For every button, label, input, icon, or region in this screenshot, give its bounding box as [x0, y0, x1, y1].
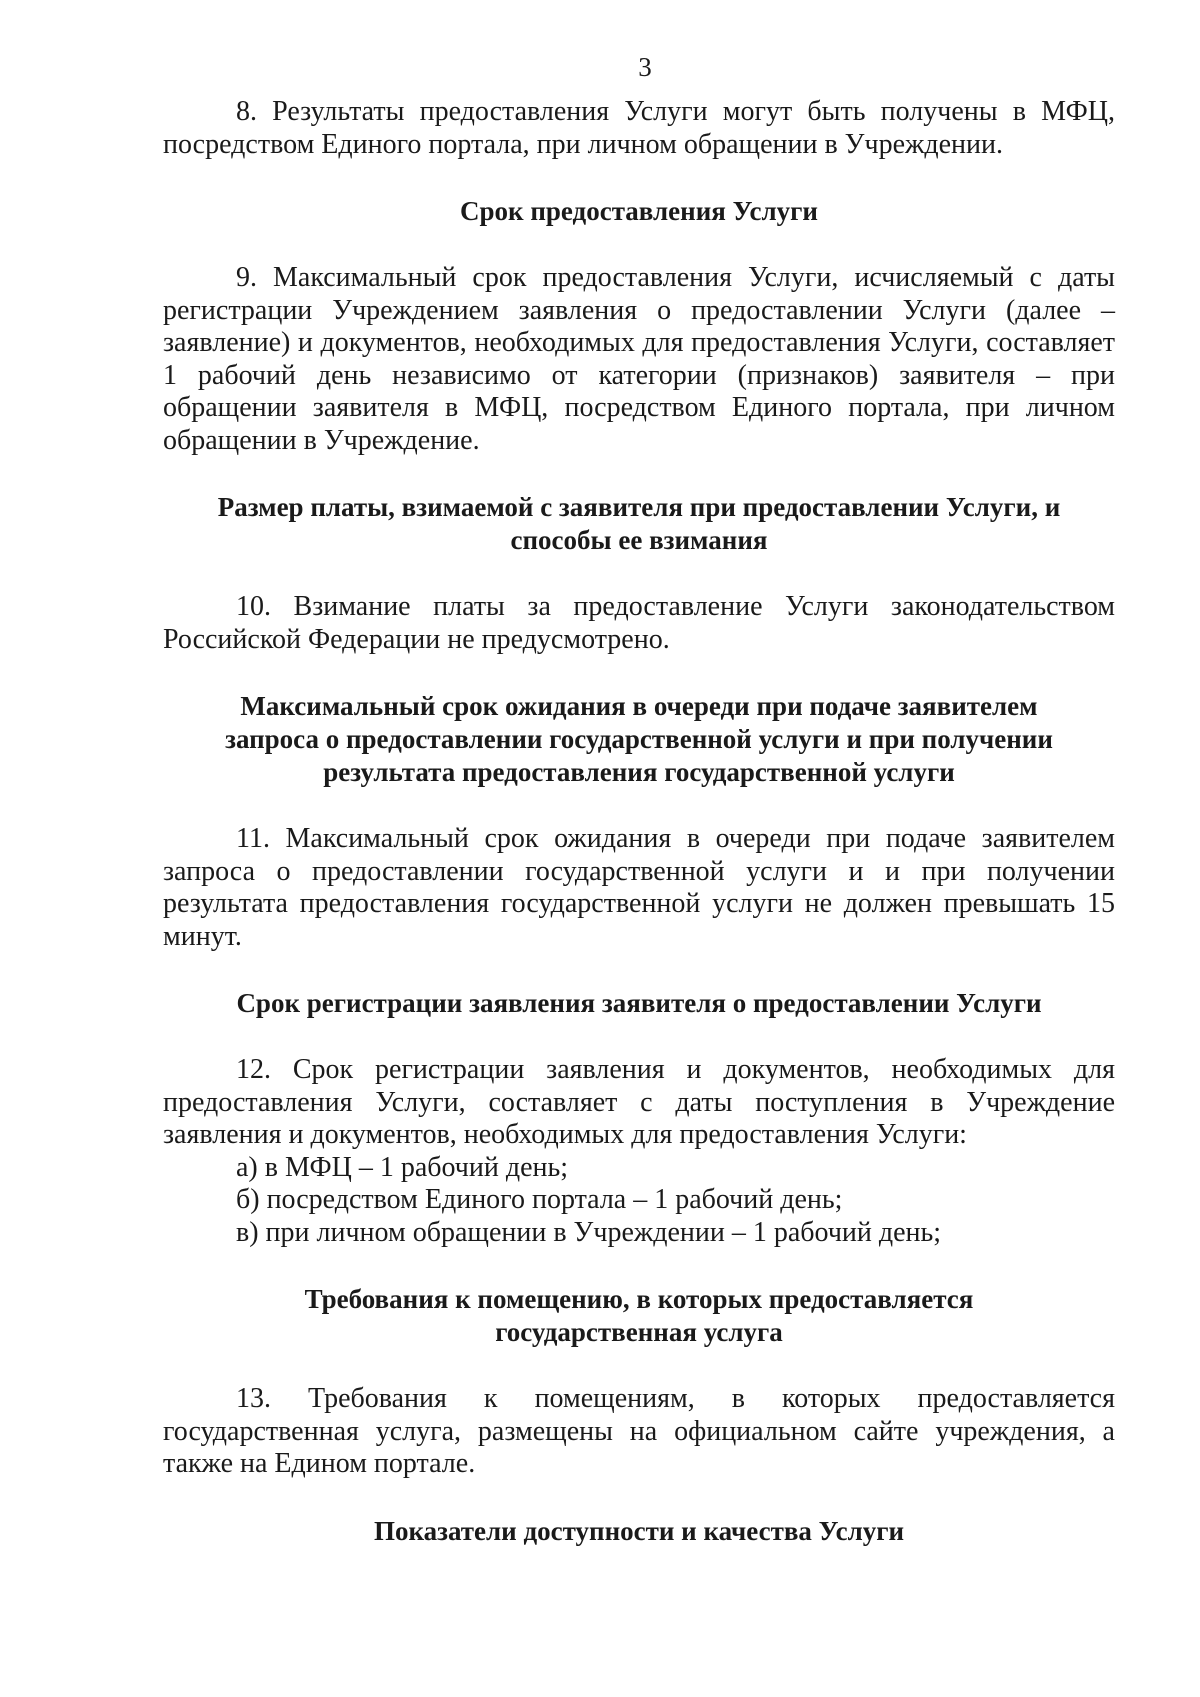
heading-queue-line-1: Максимальный срок ожидания в очереди при подаче заявителем: [240, 691, 1038, 721]
heading-registration: Срок регистрации заявления заявителя о предоставлении Услуги: [236, 988, 1042, 1018]
heading-premises: [163, 1283, 1115, 1349]
paragraph-12: 12. Срок регистрации заявления и документов, необходимых для предоставления Услуги, составляет с даты поступления в Учреждение заявления и документов, необходимых для предоставления Услуги:: [163, 1054, 1115, 1150]
page-number: 3: [638, 52, 652, 82]
document-body: [163, 96, 1115, 1548]
heading-fee-line-2: способы ее взимания: [510, 525, 768, 555]
heading-fee: [163, 491, 1115, 557]
heading-fee-line-1: Размер платы, взимаемой с заявителя при предоставлении Услуги, и: [217, 492, 1061, 522]
paragraph-11: 11. Максимальный срок ожидания в очереди при подаче заявителем запроса о предоставлении государственной услуги и и при получении результата предоставления государственной услуги не должен превышать 15 минут.: [163, 823, 1115, 952]
heading-premises-line-1: Требования к помещению, в которых предоставляется: [304, 1284, 974, 1314]
heading-service-term: Срок предоставления Услуги: [460, 196, 818, 226]
heading-queue-line-3: результата предоставления государственной услуги: [323, 757, 955, 787]
heading-queue: [163, 690, 1115, 789]
paragraph-10: 10. Взимание платы за предоставление Услуги законодательством Российской Федерации не предусмотрено.: [163, 591, 1115, 655]
list-item-a: а) в МФЦ – 1 рабочий день;: [236, 1151, 569, 1183]
paragraph-9: 9. Максимальный срок предоставления Услуги, исчисляемый с даты регистрации Учреждением заявления о предоставлении Услуги (далее – заявление) и документов, необходимых для предоставления Услуги, составляет 1 рабочий день независимо от категории (признаков) заявителя – при обращении заявителя в МФЦ, посредством Единого портала, при личном обращении в Учреждение.: [163, 262, 1115, 456]
list-item-v: в) при личном обращении в Учреждении – 1 рабочий день;: [236, 1216, 942, 1248]
list-item-b: б) посредством Единого портала – 1 рабочий день;: [236, 1184, 843, 1215]
paragraph-13: 13. Требования к помещениям, в которых предоставляется государственная услуга, размещены на официальном сайте учреждения, а также на Едином портале.: [163, 1383, 1115, 1479]
paragraph-8: 8. Результаты предоставления Услуги могут быть получены в МФЦ, посредством Единого портала, при личном обращении в Учреждении.: [163, 96, 1115, 160]
heading-queue-line-2: запроса о предоставлении государственной услуги и при получении: [225, 724, 1053, 754]
heading-premises-line-2: государственная услуга: [495, 1317, 783, 1347]
heading-quality-indicators: Показатели доступности и качества Услуги: [373, 1515, 905, 1546]
